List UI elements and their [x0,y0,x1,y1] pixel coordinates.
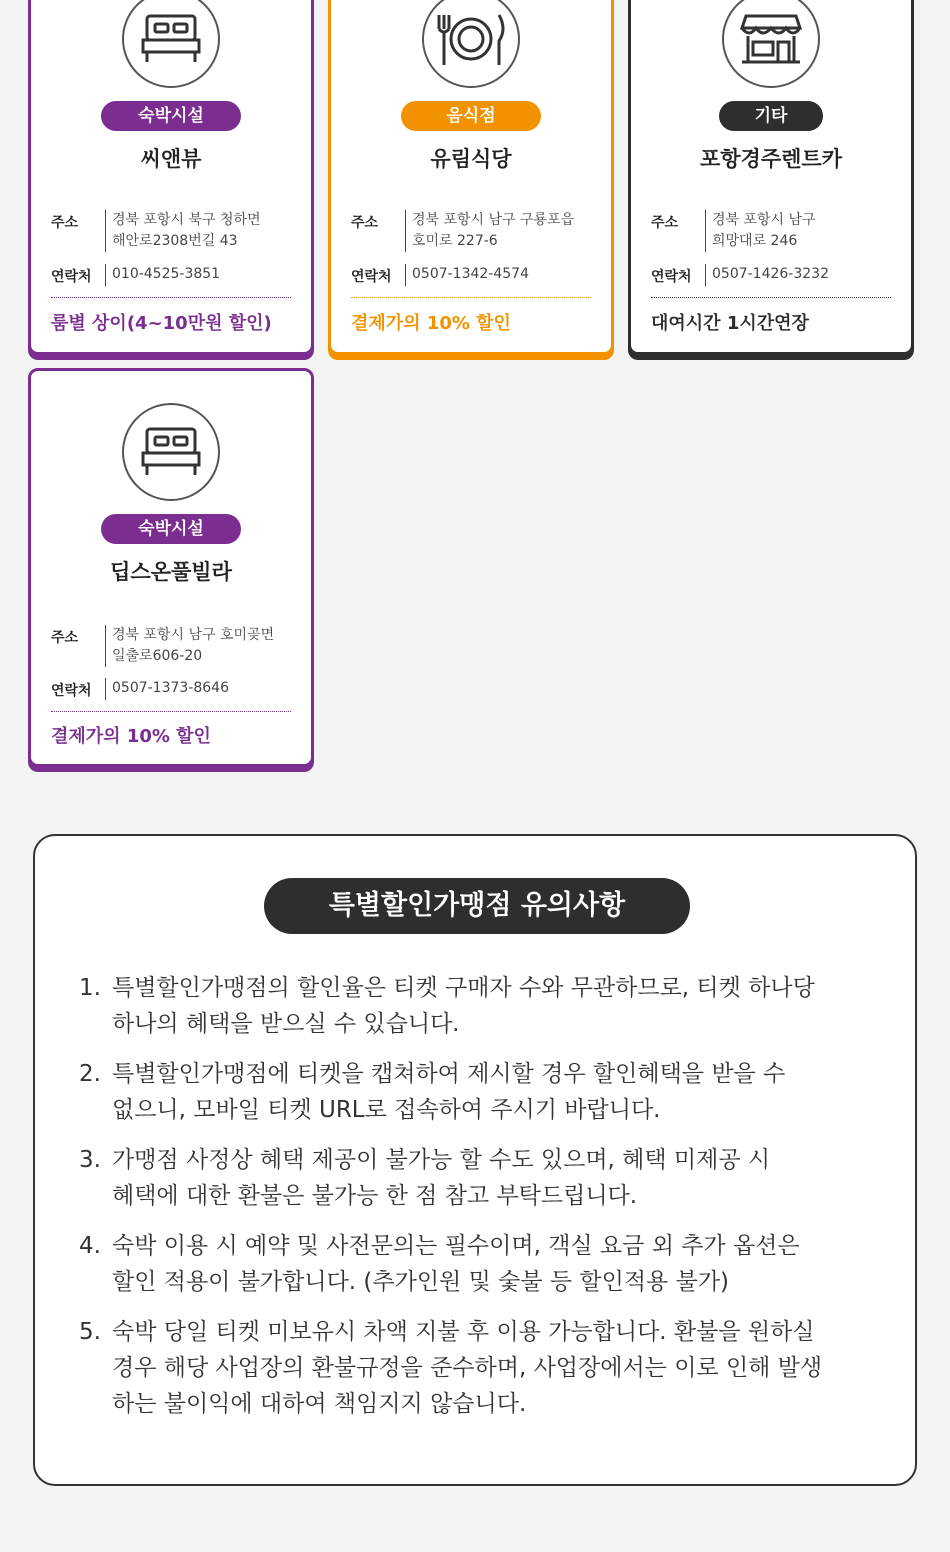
contact-row [351,266,597,286]
address-value: 경북 포항시 남구 구룡포읍 호미로 227-6 [405,210,574,252]
affiliate-card-yurim [328,0,614,355]
notice-item-text: 가맹점 사정상 혜택 제공이 불가능 할 수도 있으며, 혜택 미제공 시 혜택에 대한 환불은 불가능 한 점 참고 부탁드립니다. [112,1147,771,1209]
address-value: 경북 포항시 남구 희망대로 246 [705,210,816,252]
notice-item-number: 2. [79,1061,101,1087]
benefit-text: 결제가의 10% 할인 [51,726,211,747]
divider [51,711,291,712]
phone-value: 0507-1426-3232 [705,264,829,286]
divider [351,297,591,298]
notice-list [79,970,875,1436]
address-row [51,212,297,252]
affiliate-card-rentcar [628,0,914,355]
divider [651,297,891,298]
notice-title: 특별할인가맹점 유의사항 [264,878,690,934]
notice-item [79,1314,875,1422]
divider [51,297,291,298]
benefit-text: 대여시간 1시간연장 [651,313,809,334]
store-name: 유림식당 [430,147,512,171]
phone-value: 0507-1373-8646 [105,678,229,700]
contact-row [651,266,897,286]
notice-item-number: 3. [79,1147,101,1173]
category-badge: 음식점 [401,101,541,131]
notice-item-number: 5. [79,1319,101,1345]
address-row [351,212,597,252]
bed-icon-circle [122,403,220,501]
phone-value: 0507-1342-4574 [405,264,529,286]
notice-item-text: 숙박 당일 티켓 미보유시 차액 지불 후 이용 가능합니다. 환불을 원하실 경우 해당 사업장의 환불규정을 준수하며, 사업장에서는 이로 인해 발생 하는 불이익에 대하여 책임지지 않습니다. [112,1319,823,1417]
store-name: 씨앤뷰 [140,147,202,171]
bed-icon-circle [122,0,220,88]
notice-item [79,1142,875,1214]
notice-item [79,1228,875,1300]
address-value: 경북 포항시 남구 호미곶면 일출로606-20 [105,625,274,667]
contact-row [51,266,297,286]
store-name: 딥스온풀빌라 [110,560,232,584]
affiliate-card-cnview [28,0,314,355]
bed-icon [139,425,203,479]
store-name: 포항경주렌트카 [699,147,842,171]
address-value: 경북 포항시 북구 청하면 해안로2308번길 43 [105,210,261,252]
notice-item-text: 특별할인가맹점의 할인율은 티켓 구매자 수와 무관하므로, 티켓 하나당 하나의 혜택을 받으실 수 있습니다. [112,975,815,1037]
benefit-text: 룸별 상이(4~10만원 할인) [51,313,272,334]
address-label: 주소 [51,630,79,646]
notice-box [33,834,917,1486]
contact-label: 연락처 [51,683,92,699]
address-label: 주소 [351,215,379,231]
notice-item-text: 숙박 이용 시 예약 및 사전문의는 필수이며, 객실 요금 외 추가 옵션은 할인 적용이 불가합니다. (추가인원 및 숯불 등 할인적용 불가) [112,1233,800,1295]
notice-item [79,1056,875,1128]
contact-label: 연락처 [351,269,392,285]
category-badge: 기타 [719,101,823,131]
notice-item-number: 1. [79,975,101,1001]
contact-row [51,680,297,700]
plate-icon-circle [422,0,520,88]
category-badge: 숙박시설 [101,514,241,544]
notice-item-number: 4. [79,1233,101,1259]
notice-item [79,970,875,1042]
bed-icon [139,12,203,66]
notice-item-text: 특별할인가맹점에 티켓을 캡쳐하여 제시할 경우 할인혜택을 받을 수 없으니, 모바일 티켓 URL로 접속하여 주시기 바랍니다. [112,1061,786,1123]
benefit-text: 결제가의 10% 할인 [351,313,511,334]
storefront-icon [738,10,804,68]
contact-label: 연락처 [651,269,692,285]
affiliate-card-deepson [28,368,314,767]
address-row [51,627,297,667]
store-icon-circle [722,0,820,88]
category-badge: 숙박시설 [101,101,241,131]
phone-value: 010-4525-3851 [105,264,220,286]
address-label: 주소 [51,215,79,231]
plate-fork-knife-icon [433,9,509,69]
address-row [651,212,897,252]
contact-label: 연락처 [51,269,92,285]
address-label: 주소 [651,215,679,231]
